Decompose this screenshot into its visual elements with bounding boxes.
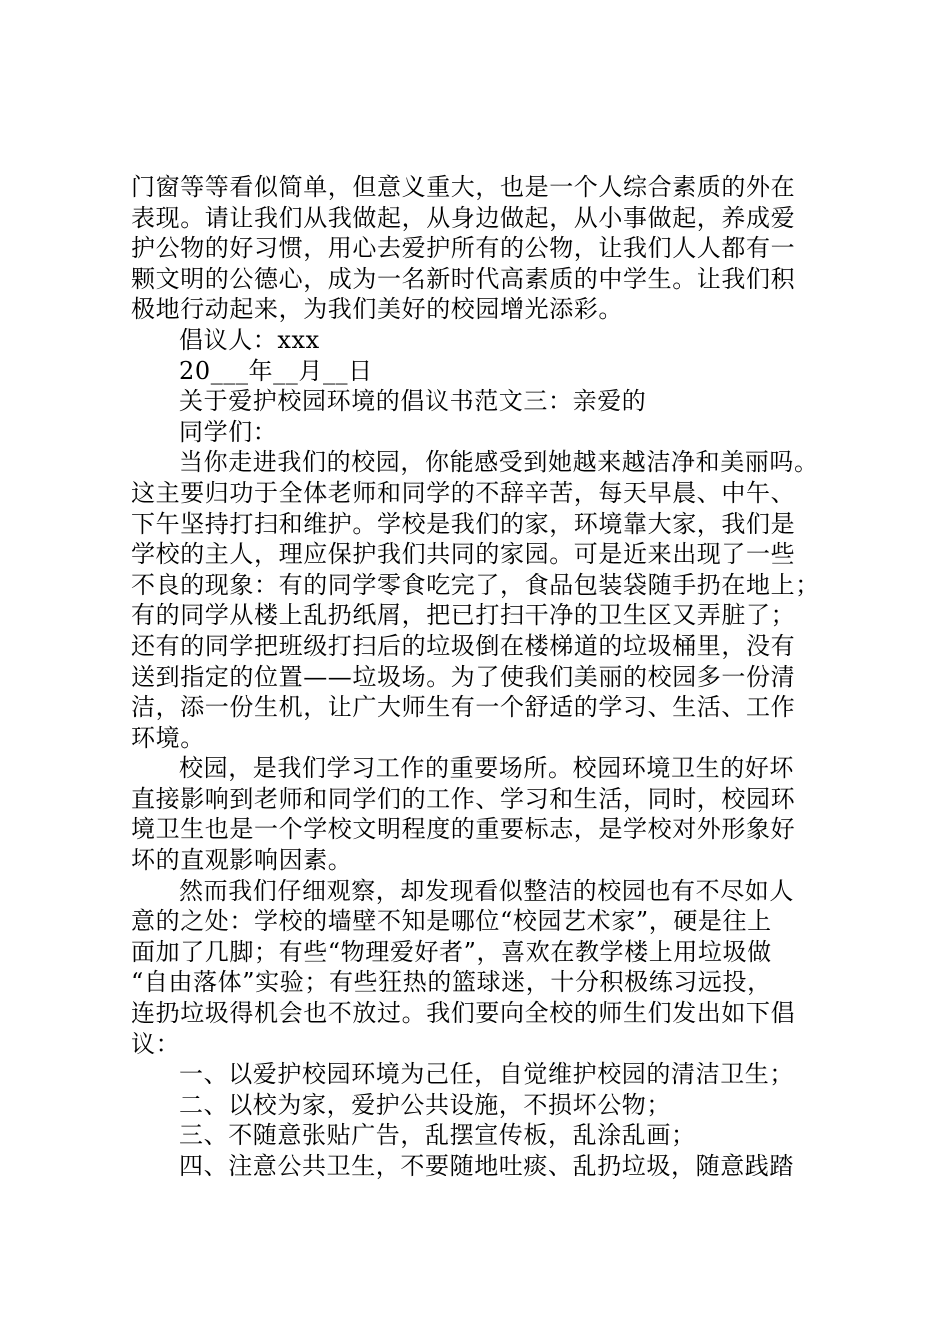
text-line: 表现。请让我们从我做起，从身边做起，从小事做起，养成爱 bbox=[131, 203, 796, 232]
document-body bbox=[131, 172, 835, 1182]
paragraph-start: 当你走进我们的校园，你能感受到她越来越洁净和美丽吗。 bbox=[179, 448, 819, 477]
proposal-item: 一、以爱护校园环境为己任，自觉维护校园的清洁卫生； bbox=[179, 1060, 794, 1089]
proposal-item: 三、不随意张贴广告，乱摆宣传板，乱涂乱画； bbox=[179, 1121, 696, 1150]
text-line: 议： bbox=[131, 1029, 181, 1058]
paragraph-start: 校园，是我们学习工作的重要场所。校园环境卫生的好坏 bbox=[179, 754, 794, 783]
text-line: 境卫生也是一个学校文明程度的重要标志，是学校对外形象好 bbox=[131, 815, 796, 844]
text-line: 还有的同学把班级打扫后的垃圾倒在楼梯道的垃圾桶里，没有 bbox=[131, 631, 796, 660]
text-line: 不良的现象：有的同学零食吃完了，食品包装袋随手扔在地上； bbox=[131, 570, 820, 599]
text-line: 有的同学从楼上乱扔纸屑，把已打扫干净的卫生区又弄脏了； bbox=[131, 601, 796, 630]
proposal-item: 四、注意公共卫生，不要随地吐痰、乱扔垃圾，随意践踏 bbox=[179, 1152, 794, 1180]
text-line: 环境。 bbox=[131, 723, 205, 752]
text-line: “自由落体”实验；有些狂热的篮球迷，十分积极练习远投， bbox=[131, 968, 772, 997]
text-line: 意的之处：学校的墙壁不知是哪位“校园艺术家”，硬是往上 bbox=[131, 907, 772, 936]
salutation: 同学们： bbox=[179, 417, 278, 446]
text-line: 面加了几脚；有些“物理爱好者”，喜欢在教学楼上用垃圾做 bbox=[131, 937, 772, 966]
text-line: 连扔垃圾得机会也不放过。我们要向全校的师生们发出如下倡 bbox=[131, 999, 796, 1028]
text-line: 直接影响到老师和同学们的工作、学习和生活，同时，校园环 bbox=[131, 784, 796, 813]
text-line: 洁，添一份生机，让广大师生有一个舒适的学习、生活、工作 bbox=[131, 693, 796, 722]
paragraph-start: 然而我们仔细观察，却发现看似整洁的校园也有不尽如人 bbox=[179, 876, 794, 905]
date-line: 20___年__月__日 bbox=[179, 356, 373, 385]
proposal-item: 二、以校为家，爱护公共设施，不损坏公物； bbox=[179, 1090, 671, 1119]
proposer-line: 倡议人：xxx bbox=[179, 325, 320, 354]
text-line: 门窗等等看似简单，但意义重大，也是一个人综合素质的外在 bbox=[131, 173, 796, 201]
text-line: 送到指定的位置——垃圾场。为了使我们美丽的校园多一份清 bbox=[131, 662, 796, 691]
text-line: 极地行动起来，为我们美好的校园增光添彩。 bbox=[131, 295, 623, 324]
text-line: 学校的主人，理应保护我们共同的家园。可是近来出现了一些 bbox=[131, 540, 796, 569]
text-line: 下午坚持打扫和维护。学校是我们的家，环境靠大家，我们是 bbox=[131, 509, 796, 538]
section-heading: 关于爱护校园环境的倡议书范文三：亲爱的 bbox=[179, 387, 647, 416]
text-line: 颗文明的公德心，成为一名新时代高素质的中学生。让我们积 bbox=[131, 264, 796, 293]
text-line: 这主要归功于全体老师和同学的不辞辛苦，每天早晨、中午、 bbox=[131, 478, 796, 507]
text-line: 坏的直观影响因素。 bbox=[131, 846, 353, 875]
text-line: 护公物的好习惯，用心去爱护所有的公物，让我们人人都有一 bbox=[131, 234, 796, 263]
